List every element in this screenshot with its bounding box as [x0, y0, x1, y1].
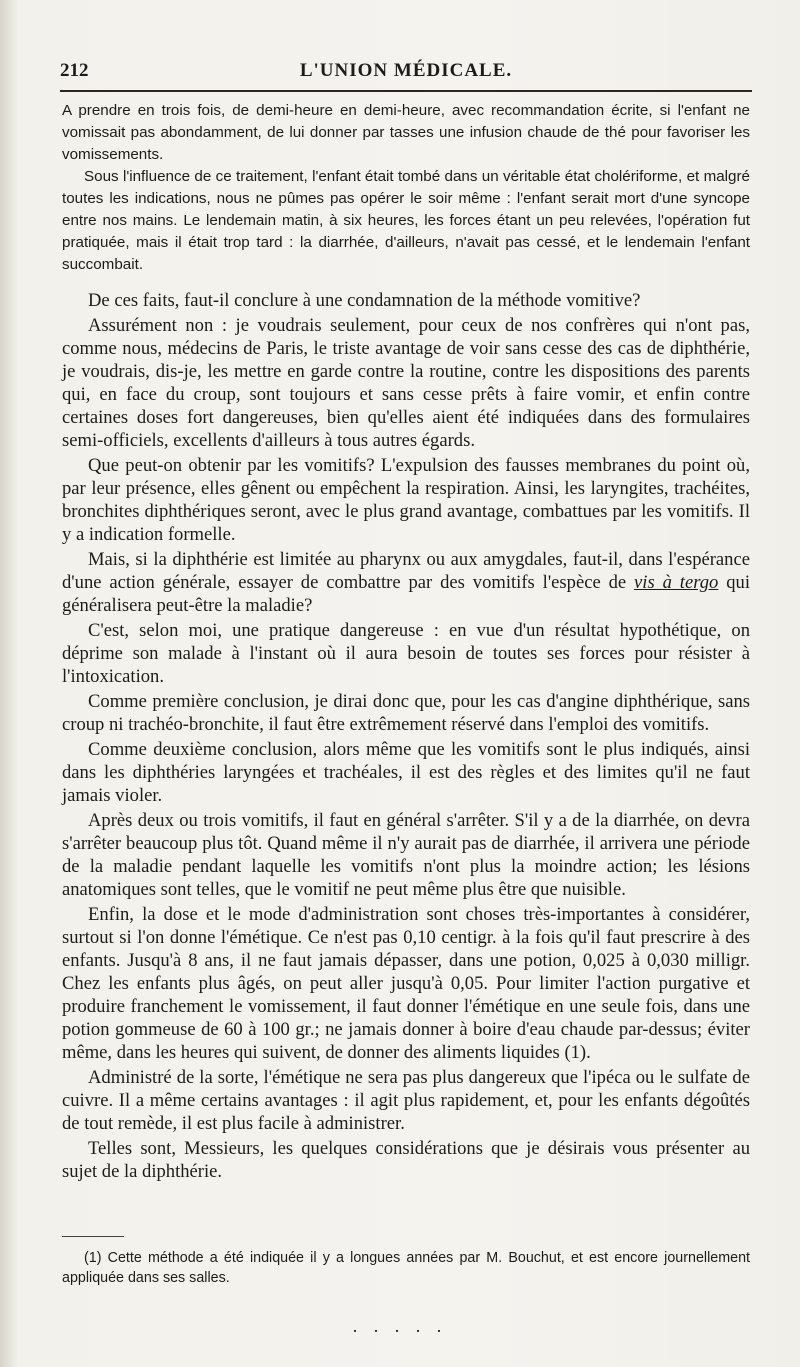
intro-paragraph: Sous l'influence de ce traitement, l'enfant était tombé dans un véritable état cholériforme, et malgré toutes les indications, nous ne pûmes pas opérer le soir même : l'enfant serait mort d'une syncope entre nos mains. Le lendemain matin, à six heures, les forces étant un peu relevées, l'opération fut pratiquée, mais il était trop tard : la diarrhée, d'ailleurs, n'avait pas cessé, et le lendemain l'enfant succombait. [62, 168, 750, 273]
paragraph-text-tail: qui généralisera peut-être la maladie? [62, 572, 750, 616]
page-number: 212 [60, 60, 89, 81]
latin-phrase: vis à tergo [634, 572, 719, 593]
body-paragraph: Telles sont, Messieurs, les quelques considérations que je désirais vous présenter au sujet de la diphthérie. [62, 1138, 750, 1182]
body-paragraph: Comme deuxième conclusion, alors même que les vomitifs sont le plus indiqués, ainsi dans les diphthéries laryngées et trachéales, il est des règles et des limites qu'il ne faut jamais violer. [62, 739, 750, 806]
running-header [60, 58, 752, 88]
body-paragraph: Que peut-on obtenir par les vomitifs? L'expulsion des fausses membranes du point où, par leur présence, elles gênent ou empêchent la respiration. Ainsi, les laryngites, trachéites, bronchites diphthériques seront, avec le plus grand avantage, combattues par les vomitifs. Il y a indication formelle. [62, 455, 750, 545]
article-body [62, 289, 750, 1185]
body-paragraph: De ces faits, faut-il conclure à une condamnation de la méthode vomitive? [88, 290, 641, 311]
body-paragraph: Administré de la sorte, l'émétique ne sera pas plus dangereux que l'ipéca ou le sulfate de cuivre. Il a même certains avantages : il agit plus rapidement, et, pour les enfants dégoûtés de tout remède, il est plus facile à administrer. [62, 1067, 750, 1134]
intro-paragraph: A prendre en trois fois, de demi-heure en demi-heure, avec recommandation écrite, si l'enfant ne vomissait pas abondamment, de lui donner par tasses une infusion chaude de thé pour favoriser les vomissements. [62, 102, 750, 163]
footnote: (1) Cette méthode a été indiquée il y a longues années par M. Bouchut, et est encore journellement appliquée dans ses salles. [62, 1250, 750, 1286]
body-paragraph: Enfin, la dose et le mode d'administration sont choses très-importantes à considérer, surtout si l'on donne l'émétique. Ce n'est pas 0,10 centigr. à la fois qu'il faut prescrire à des enfants. Jusqu'à 8 ans, il ne faut jamais dépasser, dans une potion, 0,025 à 0,030 milligr. Chez les enfants plus âgés, on peut aller jusqu'à 0,05. Pour limiter l'action purgative et produire franchement le vomissement, il faut donner l'émétique en une seule fois, dans une potion gommeuse de 60 à 100 gr.; ne jamais donner à boire d'eau chaude par-dessus; éviter même, dans les heures qui suivent, de donner des aliments liquides (1). [62, 904, 750, 1063]
body-paragraph: Comme première conclusion, je dirai donc que, pour les cas d'angine diphthérique, sans croup ni trachéo-bronchite, il faut être extrêmement réservé dans l'emploi des vomitifs. [62, 691, 750, 735]
case-report-text [62, 100, 750, 276]
body-paragraph [62, 548, 750, 617]
body-paragraph: Après deux ou trois vomitifs, il faut en général s'arrêter. S'il y a de la diarrhée, on devra s'arrêter beaucoup plus tôt. Quand même il n'y aurait pas de diarrhée, il arrivera une période de la maladie pendant laquelle les vomitifs n'ont plus la moindre action; les lésions anatomiques sont telles, que le vomitif ne peut même plus être que nuisible. [62, 810, 750, 900]
footnote-rule [62, 1236, 124, 1237]
body-paragraph: C'est, selon moi, une pratique dangereuse : en vue d'un résultat hypothétique, on déprime son malade à l'instant où il aura besoin de toutes ses forces pour résister à l'intoxication. [62, 620, 750, 687]
header-rule [60, 90, 752, 92]
paragraph-text: Mais, si la diphthérie est limitée au pharynx ou aux amygdales, faut-il, dans l'espérance d'une action générale, essayer de combattre par des vomitifs l'espèce de [62, 549, 750, 593]
end-mark: . . . . . [352, 1316, 448, 1336]
body-paragraph: Assurément non : je voudrais seulement, pour ceux de nos confrères qui n'ont pas, comme nous, médecins de Paris, le triste avantage de voir sans cesse des cas de diphthérie, je voudrais, dis-je, les mettre en garde contre la routine, contre les dispositions des parents qui, en face du croup, sont toujours et sans cesse prêts à faire vomir, et enfin contre certaines doses fort dangereuses, bien qu'elles aient été indiquées dans des formulaires semi-officiels, excellents d'ailleurs à tous autres égards. [62, 315, 750, 451]
journal-title: L'UNION MÉDICALE. [299, 60, 513, 81]
